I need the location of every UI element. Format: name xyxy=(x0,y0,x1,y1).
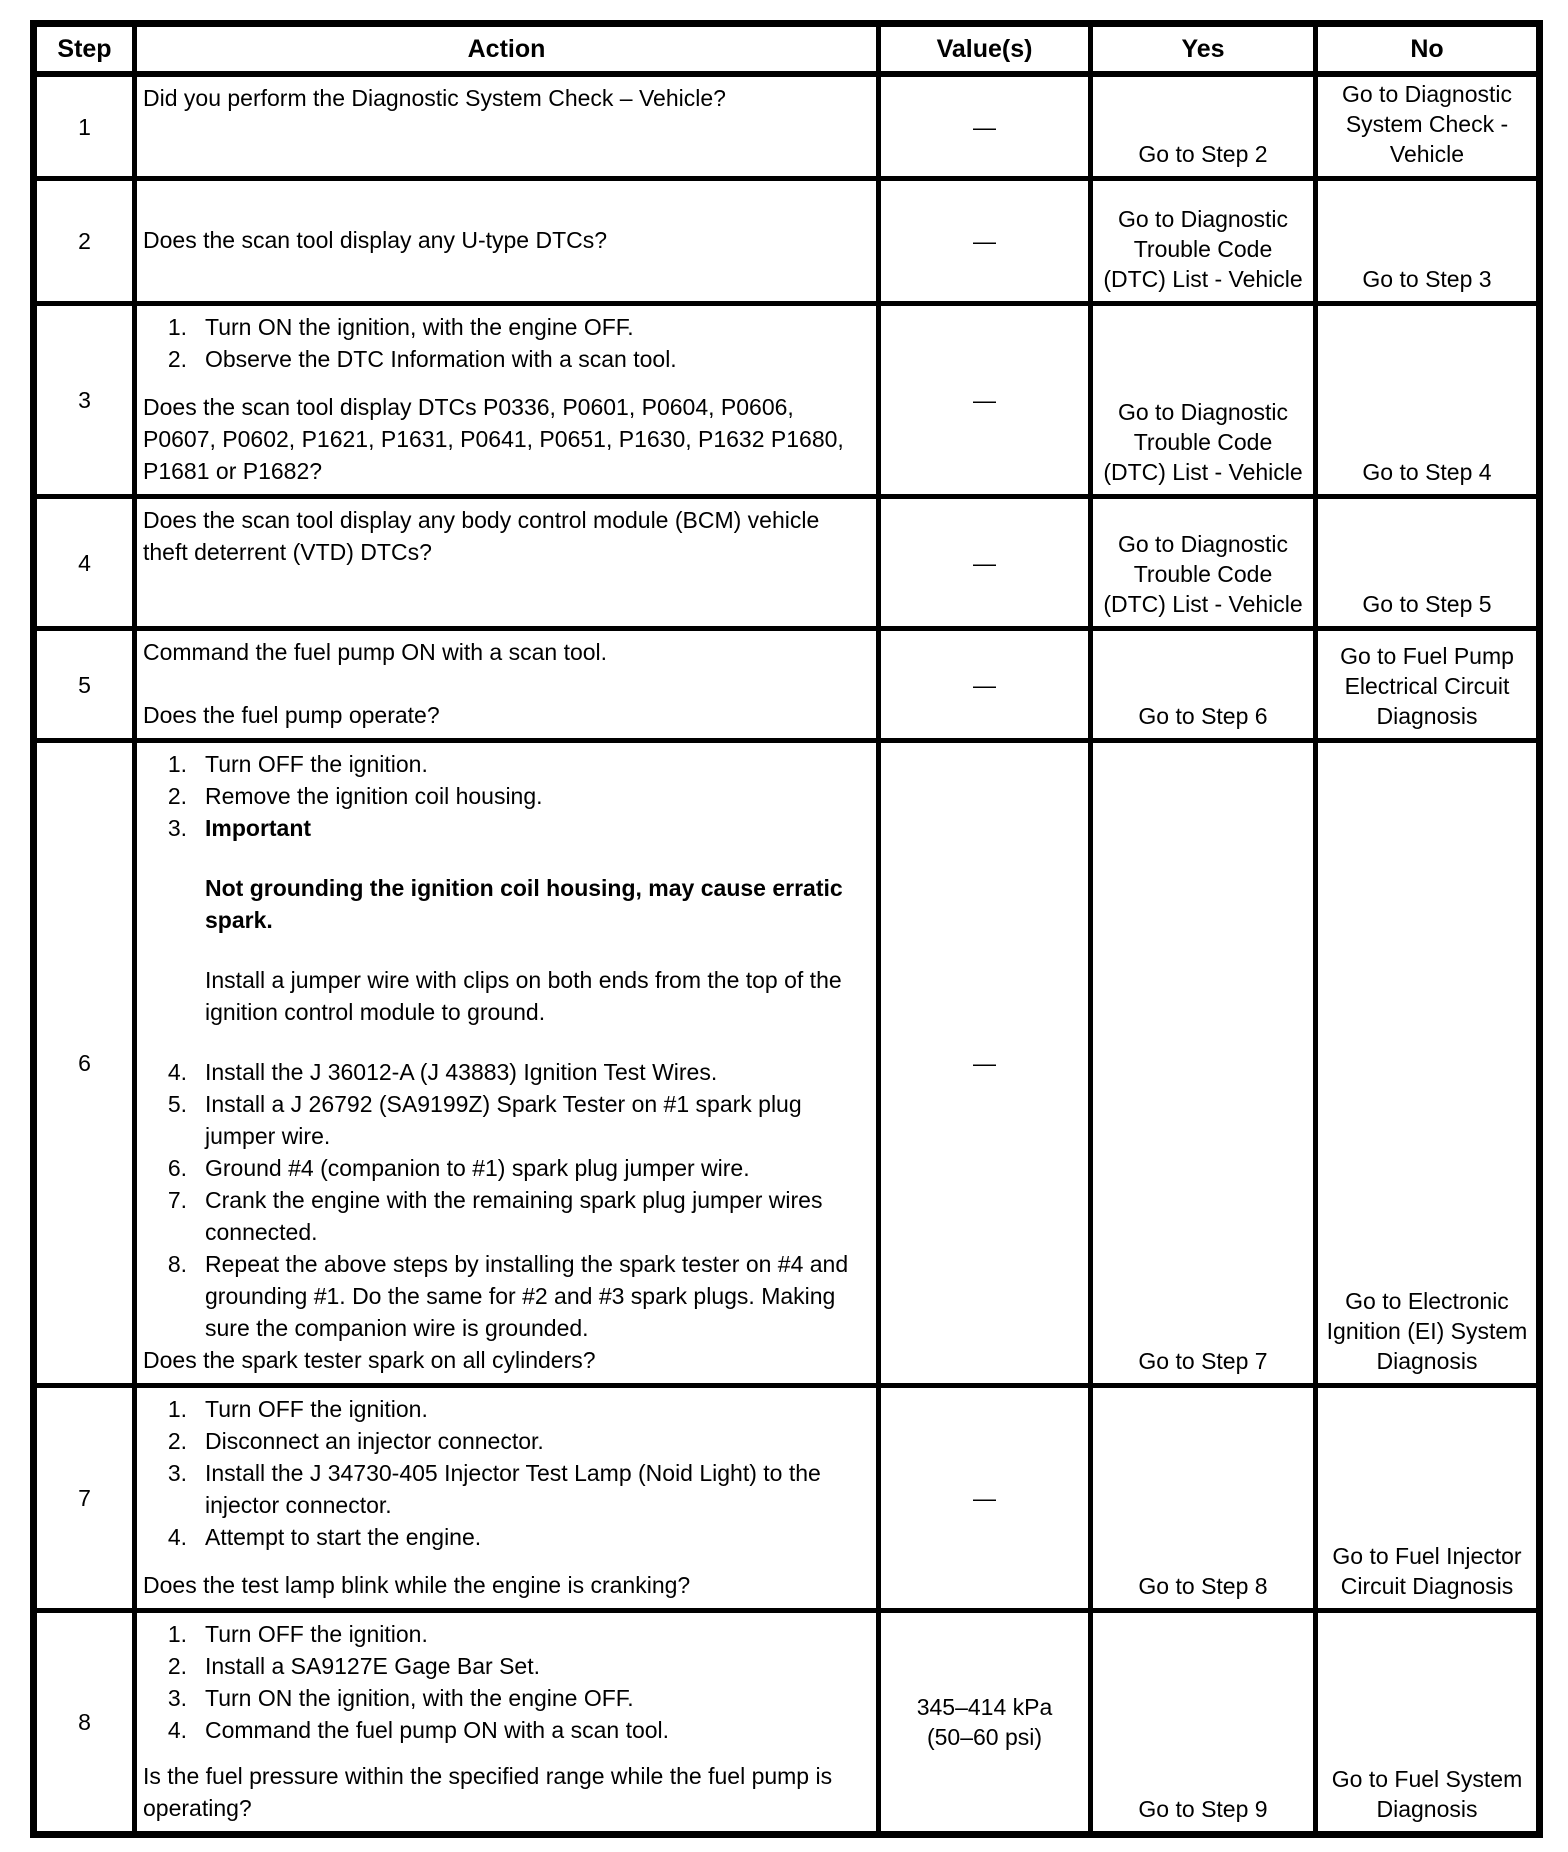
action-question: Does the test lamp blink while the engine is cranking? xyxy=(143,1572,691,1598)
action-cell xyxy=(135,1611,879,1835)
list-number: 7. xyxy=(167,1187,187,1213)
list-number: 5. xyxy=(167,1091,187,1117)
list-number: 1. xyxy=(167,1621,187,1647)
value-cell: — xyxy=(879,304,1091,497)
action-list-item xyxy=(143,1425,868,1457)
yes-cell: Go to Step 9 xyxy=(1091,1611,1316,1835)
col-header-action: Action xyxy=(135,24,879,75)
action-paragraph: Command the fuel pump ON with a scan tool. xyxy=(143,639,608,665)
action-list-item xyxy=(143,1521,868,1553)
list-item-text: Install a SA9127E Gage Bar Set. xyxy=(205,1653,540,1679)
action-list-item xyxy=(143,1088,868,1152)
value-cell: — xyxy=(879,497,1091,629)
action-list-item xyxy=(143,1457,868,1521)
action-list-item xyxy=(143,1184,868,1248)
list-item-text: Important xyxy=(205,815,312,841)
list-number: 2. xyxy=(167,1428,187,1454)
value-cell: — xyxy=(879,1386,1091,1611)
table-body xyxy=(34,74,1540,1835)
action-question: Does the scan tool display any U-type DTCs? xyxy=(143,227,608,253)
action-cell xyxy=(135,1386,879,1611)
action-list-item xyxy=(143,1152,868,1184)
step-cell: 3 xyxy=(34,304,135,497)
action-question: Does the fuel pump operate? xyxy=(143,702,440,728)
list-number: 4. xyxy=(167,1717,187,1743)
value-cell: — xyxy=(879,74,1091,179)
list-item-text: Crank the engine with the remaining spark plug jumper wires connected. xyxy=(205,1187,823,1245)
list-number: 8. xyxy=(167,1251,187,1277)
action-question: Does the spark tester spark on all cylinders? xyxy=(143,1347,596,1373)
list-item-text: Turn OFF the ignition. xyxy=(205,1621,428,1647)
step-cell: 4 xyxy=(34,497,135,629)
value-cell: — xyxy=(879,179,1091,304)
action-list-item xyxy=(143,1056,868,1088)
action-content xyxy=(143,636,868,731)
table-row xyxy=(34,497,1540,629)
no-cell: Go to Diagnostic System Check - Vehicle xyxy=(1316,74,1540,179)
action-cell xyxy=(135,179,879,304)
action-content xyxy=(143,504,868,619)
value-cell: — xyxy=(879,629,1091,741)
action-content xyxy=(143,1393,868,1601)
list-item-text: Install the J 36012-A (J 43883) Ignition Test Wires. xyxy=(205,1059,718,1085)
action-list-item xyxy=(143,343,868,375)
action-list-item xyxy=(143,1393,868,1425)
list-number: 6. xyxy=(167,1155,187,1181)
list-number: 3. xyxy=(167,1685,187,1711)
list-item-text: Turn OFF the ignition. xyxy=(205,1396,428,1422)
diagnostic-table xyxy=(30,20,1543,1838)
value-cell: 345–414 kPa (50–60 psi) xyxy=(879,1611,1091,1835)
action-list-item xyxy=(143,748,868,780)
table-header xyxy=(34,24,1540,75)
yes-cell: Go to Diagnostic Trouble Code (DTC) List - Vehicle xyxy=(1091,304,1316,497)
header-row xyxy=(34,24,1540,75)
table-row xyxy=(34,74,1540,179)
action-list-item xyxy=(143,812,868,844)
list-item-text: Install the J 34730-405 Injector Test Lamp (Noid Light) to the injector connector. xyxy=(205,1460,821,1518)
list-item-text: Turn ON the ignition, with the engine OFF. xyxy=(205,1685,634,1711)
action-question: Does the scan tool display DTCs P0336, P0601, P0604, P0606, P0607, P0602, P1621, P1631, P0641, P0651, P1630, P1632 P1680, P1681 or P1682? xyxy=(143,394,844,484)
col-header-values: Value(s) xyxy=(879,24,1091,75)
action-list-item xyxy=(143,1714,868,1746)
action-content xyxy=(143,1618,868,1824)
yes-cell: Go to Step 2 xyxy=(1091,74,1316,179)
table-row xyxy=(34,629,1540,741)
no-cell: Go to Electronic Ignition (EI) System Diagnosis xyxy=(1316,741,1540,1386)
yes-cell: Go to Step 7 xyxy=(1091,741,1316,1386)
action-paragraph: Install a jumper wire with clips on both ends from the top of the ignition control module to ground. xyxy=(205,967,842,1025)
list-number: 2. xyxy=(167,346,187,372)
no-cell: Go to Step 5 xyxy=(1316,497,1540,629)
list-item-text: Command the fuel pump ON with a scan tool. xyxy=(205,1717,670,1743)
action-cell xyxy=(135,629,879,741)
action-cell xyxy=(135,741,879,1386)
action-content xyxy=(143,186,868,294)
list-item-text: Install a J 26792 (SA9199Z) Spark Tester on #1 spark plug jumper wire. xyxy=(205,1091,802,1149)
value-cell: — xyxy=(879,741,1091,1386)
action-paragraph: Not grounding the ignition coil housing, may cause erratic spark. xyxy=(205,875,843,933)
step-cell: 2 xyxy=(34,179,135,304)
table-row xyxy=(34,741,1540,1386)
step-cell: 1 xyxy=(34,74,135,179)
table-row xyxy=(34,304,1540,497)
action-question: Is the fuel pressure within the specified range while the fuel pump is operating? xyxy=(143,1763,833,1821)
no-cell: Go to Step 4 xyxy=(1316,304,1540,497)
action-cell xyxy=(135,74,879,179)
step-cell: 6 xyxy=(34,741,135,1386)
action-list-item xyxy=(143,780,868,812)
action-cell xyxy=(135,497,879,629)
list-item-text: Turn ON the ignition, with the engine OFF. xyxy=(205,314,634,340)
no-cell: Go to Fuel Injector Circuit Diagnosis xyxy=(1316,1386,1540,1611)
col-header-no: No xyxy=(1316,24,1540,75)
col-header-step: Step xyxy=(34,24,135,75)
action-list-item xyxy=(143,1618,868,1650)
no-cell: Go to Step 3 xyxy=(1316,179,1540,304)
list-number: 4. xyxy=(167,1059,187,1085)
list-item-text: Disconnect an injector connector. xyxy=(205,1428,544,1454)
list-number: 3. xyxy=(167,1460,187,1486)
table-row xyxy=(34,179,1540,304)
no-cell: Go to Fuel System Diagnosis xyxy=(1316,1611,1540,1835)
table-row xyxy=(34,1611,1540,1835)
list-number: 4. xyxy=(167,1524,187,1550)
list-number: 2. xyxy=(167,783,187,809)
step-cell: 7 xyxy=(34,1386,135,1611)
no-cell: Go to Fuel Pump Electrical Circuit Diagnosis xyxy=(1316,629,1540,741)
step-cell: 5 xyxy=(34,629,135,741)
action-content xyxy=(143,311,868,487)
yes-cell: Go to Diagnostic Trouble Code (DTC) List - Vehicle xyxy=(1091,179,1316,304)
list-item-text: Remove the ignition coil housing. xyxy=(205,783,543,809)
list-item-text: Repeat the above steps by installing the spark tester on #4 and grounding #1. Do the same for #2 and #3 spark plugs. Making sure the companion wire is grounded. xyxy=(205,1251,849,1341)
yes-cell: Go to Diagnostic Trouble Code (DTC) List - Vehicle xyxy=(1091,497,1316,629)
list-item-text: Turn OFF the ignition. xyxy=(205,751,428,777)
list-number: 3. xyxy=(167,815,187,841)
table-row xyxy=(34,1386,1540,1611)
action-question: Does the scan tool display any body control module (BCM) vehicle theft deterrent (VTD) DTCs? xyxy=(143,507,820,565)
action-content xyxy=(143,82,868,167)
list-item-text: Ground #4 (companion to #1) spark plug jumper wire. xyxy=(205,1155,750,1181)
list-number: 2. xyxy=(167,1653,187,1679)
list-number: 1. xyxy=(167,1396,187,1422)
list-item-text: Attempt to start the engine. xyxy=(205,1524,482,1550)
col-header-yes: Yes xyxy=(1091,24,1316,75)
action-list-item xyxy=(143,1650,868,1682)
list-number: 1. xyxy=(167,314,187,340)
action-question: Did you perform the Diagnostic System Check – Vehicle? xyxy=(143,85,726,111)
list-number: 1. xyxy=(167,751,187,777)
action-list-item xyxy=(143,311,868,343)
action-list-item xyxy=(143,1682,868,1714)
action-list-item xyxy=(143,1248,868,1344)
list-item-text: Observe the DTC Information with a scan tool. xyxy=(205,346,677,372)
yes-cell: Go to Step 6 xyxy=(1091,629,1316,741)
yes-cell: Go to Step 8 xyxy=(1091,1386,1316,1611)
step-cell: 8 xyxy=(34,1611,135,1835)
action-cell xyxy=(135,304,879,497)
action-content xyxy=(143,748,868,1376)
